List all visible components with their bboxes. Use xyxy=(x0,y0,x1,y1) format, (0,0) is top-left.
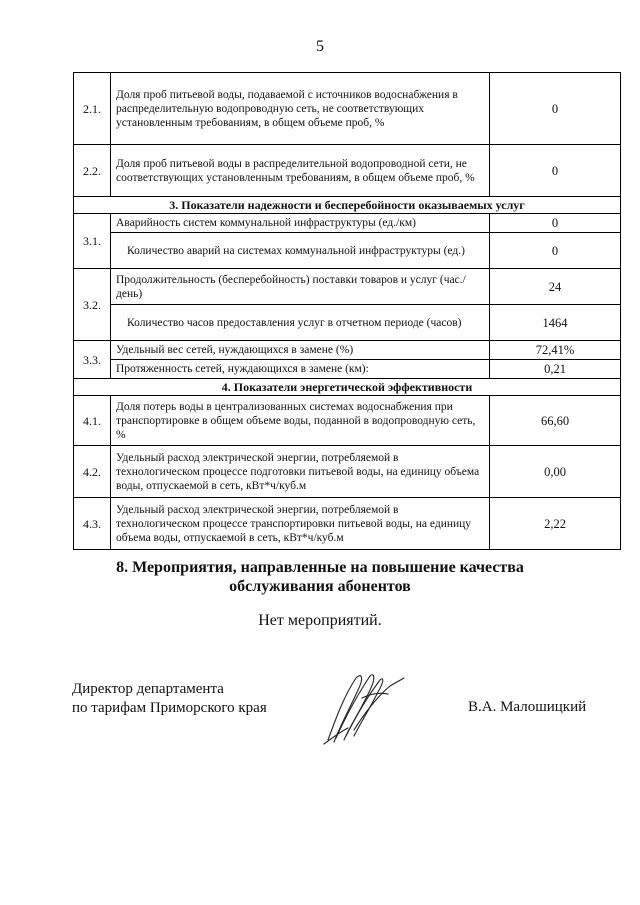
page-number: 5 xyxy=(316,38,324,55)
table-row xyxy=(74,341,621,360)
table-row xyxy=(74,360,621,379)
row-value: 0 xyxy=(490,145,621,197)
table-row xyxy=(74,305,621,341)
row-number: 3.1. xyxy=(74,214,111,269)
row-value: 0 xyxy=(490,73,621,145)
row-value: 1464 xyxy=(490,305,621,341)
table-row xyxy=(74,446,621,498)
signature-icon xyxy=(318,668,408,748)
row-description: Удельный расход электрической энергии, потребляемой в технологическом процессе транспортировки питьевой воды, на единицу объема воды, отпускаемой в сеть, кВт*ч/куб.м xyxy=(111,498,490,550)
row-number: 3.3. xyxy=(74,341,111,379)
row-description: Удельный вес сетей, нуждающихся в замене (%) xyxy=(111,341,490,360)
row-value: 0,21 xyxy=(490,360,621,379)
row-number: 4.3. xyxy=(74,498,111,550)
section-title: 3. Показатели надежности и бесперебойности оказываемых услуг xyxy=(74,197,621,214)
row-description: Удельный расход электрической энергии, потребляемой в технологическом процессе подготовки питьевой воды, на единицу объема воды, отпускаемой в сеть, кВт*ч/куб.м xyxy=(111,446,490,498)
table-row xyxy=(74,269,621,305)
section-title: 4. Показатели энергетической эффективности xyxy=(74,379,621,396)
heading-line: 8. Мероприятия, направленные на повышение качества xyxy=(116,559,524,576)
table-row xyxy=(74,233,621,269)
table-row xyxy=(74,73,621,145)
table-row xyxy=(74,498,621,550)
row-description: Аварийность систем коммунальной инфраструктуры (ед./км) xyxy=(111,214,490,233)
section-heading xyxy=(0,558,640,596)
signer-name: В.А. Малошицкий xyxy=(468,699,587,715)
row-description: Доля проб питьевой воды, подаваемой с источников водоснабжения в распределительную водопроводную сеть, не соответствующих установленным требованиям, в общем объеме проб, % xyxy=(111,73,490,145)
row-number: 2.2. xyxy=(74,145,111,197)
row-number: 4.1. xyxy=(74,396,111,446)
row-description: Количество аварий на системах коммунальной инфраструктуры (ед.) xyxy=(111,233,490,269)
row-value: 24 xyxy=(490,269,621,305)
no-measures-text: Нет мероприятий. xyxy=(258,612,382,629)
row-value: 0,00 xyxy=(490,446,621,498)
row-value: 66,60 xyxy=(490,396,621,446)
signer-title-line: Директор департамента xyxy=(72,681,224,697)
row-description: Доля потерь воды в централизованных системах водоснабжения при транспортировке в общем объеме воды, поданной в водопроводную сеть, % xyxy=(111,396,490,446)
row-value: 0 xyxy=(490,214,621,233)
table-row xyxy=(74,396,621,446)
row-value: 72,41% xyxy=(490,341,621,360)
row-value: 2,22 xyxy=(490,498,621,550)
row-number: 4.2. xyxy=(74,446,111,498)
row-number: 3.2. xyxy=(74,269,111,341)
section-header-4 xyxy=(74,379,621,396)
heading-line: обслуживания абонентов xyxy=(229,578,411,595)
indicators-table xyxy=(73,72,621,550)
row-description: Количество часов предоставления услуг в отчетном периоде (часов) xyxy=(111,305,490,341)
row-description: Продолжительность (бесперебойность) поставки товаров и услуг (час./день) xyxy=(111,269,490,305)
signer-position xyxy=(72,680,267,718)
table-row xyxy=(74,214,621,233)
signer-title-line: по тарифам Приморского края xyxy=(72,700,267,716)
row-value: 0 xyxy=(490,233,621,269)
row-description: Доля проб питьевой воды в распределительной водопроводной сети, не соответствующих установленным требованиям, в общем объеме проб, % xyxy=(111,145,490,197)
row-number: 2.1. xyxy=(74,73,111,145)
row-description: Протяженность сетей, нуждающихся в замене (км): xyxy=(111,360,490,379)
table-row xyxy=(74,145,621,197)
section-header-3 xyxy=(74,197,621,214)
